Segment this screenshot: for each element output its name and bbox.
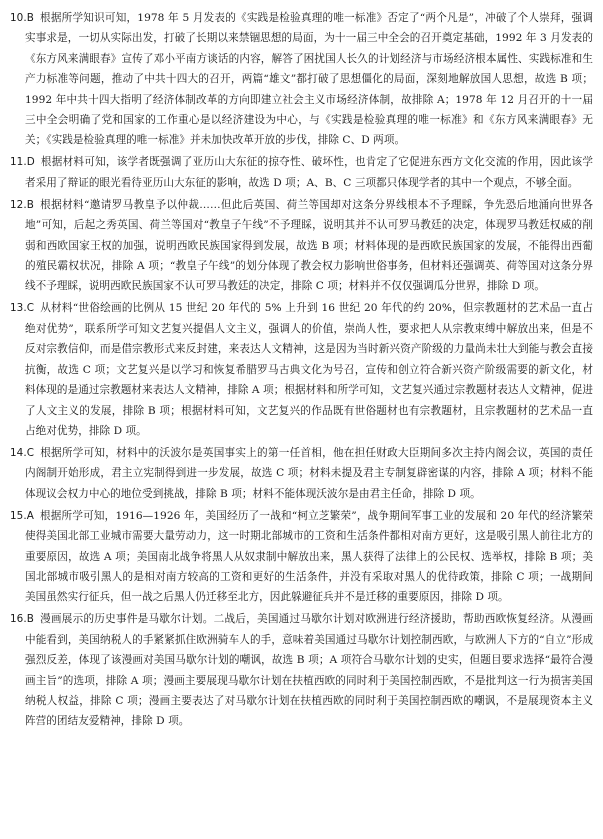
explanation-body [10, 443, 593, 504]
explanation-text: 根据所学可知，1916—1926 年，美国经历了一战和“柯立芝繁荣”，战争期间军事工业的发展和 20 年代的经济繁荣使得美国北部工业城市需要大量劳动力，这一时期北部城市的工资和生活条件都相对南方更好，这是吸引黑人前往北方的重要原因，故选 A 项；美国南北战争将黑人从奴隶制中解放出来，黑人获得了法律上的公民权、选举权，排除 B 项；美国北部城市吸引黑人的是相对南方较高的工资和更好的生活条件，并没有采取对黑人的优待政策，排除 C 项；一战期间美国虽然实行征兵，但一战之后黑人仍迁移至北方，因此躲避征兵并不是迁移的重要原因，排除 D 项。 [25, 509, 593, 604]
explanation-text: 根据所学知识可知，1978 年 5 月发表的《实践是检验真理的唯一标准》否定了“两个凡是”，冲破了个人崇拜，强调实事求是，一切从实际出发，打破了长期以来禁锢思想的局面，为十一届三中全会的召开奠定基础，1992 年 3 月发表的《东方风来满眼春》宣传了邓小平南方谈话的内容，解答了困扰国人长久的计划经济与市场经济根本属性、实践标准和生产力标准等问题，推动了中共十四大的召开，两篇“雄文”都打破了思想僵化的局面，深刻地解放国人思想，故选 B 项；1992 年中共十四大指明了经济体制改革的方向即建立社会主义市场经济体制，故排除 A；1978 年 12 月召开的十一届三中全会明确了党和国家的工作重心是以经济建设为中心，与《实践是检验真理的唯一标准》和《东方风来满眼春》无关；《实践是检验真理的唯一标准》并未加快改革开放的步伐，排除 C、D 两项。 [25, 12, 593, 147]
explanation-body [10, 298, 593, 441]
explanation-text: 根据材料“邀请罗马教皇予以仲裁……但此后英国、荷兰等国却对这条分界线根本不予理睬，争先恐后地涌向世界各地”可知，后起之秀英国、荷兰等国对“教皇子午线”不予理睬，说明其并不认可罗马教廷的决定，体现罗马教廷权威的削弱和西欧国家王权的加强，说明西欧民族国家得到发展，故选 B 项；材料体现的是西欧民族国家的发展，不能得出西葡的殖民霸权状况，排除 A 项；“教皇子午线”的划分体现了教会权力影响世俗事务，但材料还强调英、荷等国对这条分界线不予理睬，说明西欧民族国家不认可罗马教廷的决定，排除 C 项；材料并不仅仅强调瓜分世界，排除 D 项。 [25, 198, 593, 293]
explanation-body [10, 609, 593, 731]
answer-letter: B [26, 198, 34, 211]
explanation-text: 根据所学可知，材料中的沃波尔是英国事实上的第一任首相，他在担任财政大臣期间多次主持内阁会议，英国的责任内阁制开始形成，君主立宪制得到进一步发展，故选 C 项；材料未提及君主专制复辟密谋的内容，排除 A 项；材料不能体现议会权力中心的地位受到挑战，排除 B 项；材料不能体现沃波尔是由君主任命，排除 D 项。 [25, 446, 593, 500]
explanation-body [10, 506, 593, 608]
answer-letter: C [26, 446, 34, 459]
answer-letter: B [26, 12, 34, 24]
question-number: 14. [10, 446, 27, 459]
explanation-body [10, 8, 593, 151]
question-number: 12. [10, 198, 27, 211]
explanation-item-16 [10, 609, 593, 731]
question-number: 11. [10, 156, 27, 169]
answer-explanations-page [10, 8, 593, 834]
question-number: 10. [10, 12, 27, 24]
explanation-text: 从材料“世俗绘画的比例从 15 世纪 20 年代的 5% 上升到 16 世纪 20 年代的约 20%，但宗教题材的艺术品一直占绝对优势”，联系所学可知文艺复兴提倡人文主义，强调人的价值，崇尚人性，要求把人从宗教束缚中解放出来，但是不反对宗教信仰，而是借宗教形式来反封建，来表达人文精神，这是因为当时新兴资产阶级的力量尚未壮大到能与教会直接抗衡，故选 C 项；文艺复兴是以学习和恢复希腊罗马古典文化为号召，宣传和创立符合新兴资产阶级需要的新文化，材料体现的是通过宗教题材来表达人文精神，排除 A 项；根据材料和所学可知，文艺复兴通过宗教题材表达人文精神，促进了人文主义的发展，排除 B 项；根据材料可知，文艺复兴的作品既有世俗题材也有宗教题材，且宗教题材的艺术品一直占绝对优势，排除 D 项。 [25, 302, 593, 437]
explanation-body [10, 195, 593, 297]
answer-letter: A [26, 509, 34, 522]
question-number: 15. [10, 509, 27, 522]
answer-letter: C [26, 302, 34, 315]
answer-letter: D [26, 156, 35, 169]
explanation-item-15 [10, 506, 593, 608]
answer-letter: B [26, 613, 34, 626]
question-number: 13. [10, 302, 27, 315]
question-number: 16. [10, 613, 27, 626]
explanation-body [10, 152, 593, 193]
explanation-text: 漫画展示的历史事件是马歇尔计划。二战后，美国通过马歇尔计划对欧洲进行经济援助，帮助西欧恢复经济。从漫画中能看到，美国纳税人的手紧紧抓住欧洲骑车人的手，意味着美国通过马歇尔计划控制西欧，与欧洲人下方的“自立”形成强烈反差，体现了该漫画对美国马歇尔计划的嘲讽，故选 B 项；A 项符合马歇尔计划的史实，但题目要求选择“最符合漫画主旨”的选项，排除 A 项；漫画主要展现马歇尔计划在扶植西欧的同时利于美国控制西欧，不是批判这一行为损害美国纳税人权益，排除 C 项；漫画主要表达了对马歇尔计划在扶植西欧的同时利于美国控制西欧的嘲讽，不是展现资本主义阵营的团结友爱精神，排除 D 项。 [25, 613, 593, 728]
explanation-text: 根据材料可知，该学者既强调了亚历山大东征的掠夺性、破坏性，也肯定了它促进东西方文化交流的作用，因此该学者采用了辩证的眼光看待亚历山大东征的影响，故选 D 项；A、B、C 三项都只体现学者的其中一个观点，不够全面。 [25, 156, 593, 189]
explanation-item-12 [10, 195, 593, 297]
explanation-item-13 [10, 298, 593, 441]
explanation-item-11 [10, 152, 593, 193]
explanation-item-14 [10, 443, 593, 504]
explanation-item-10 [10, 8, 593, 151]
